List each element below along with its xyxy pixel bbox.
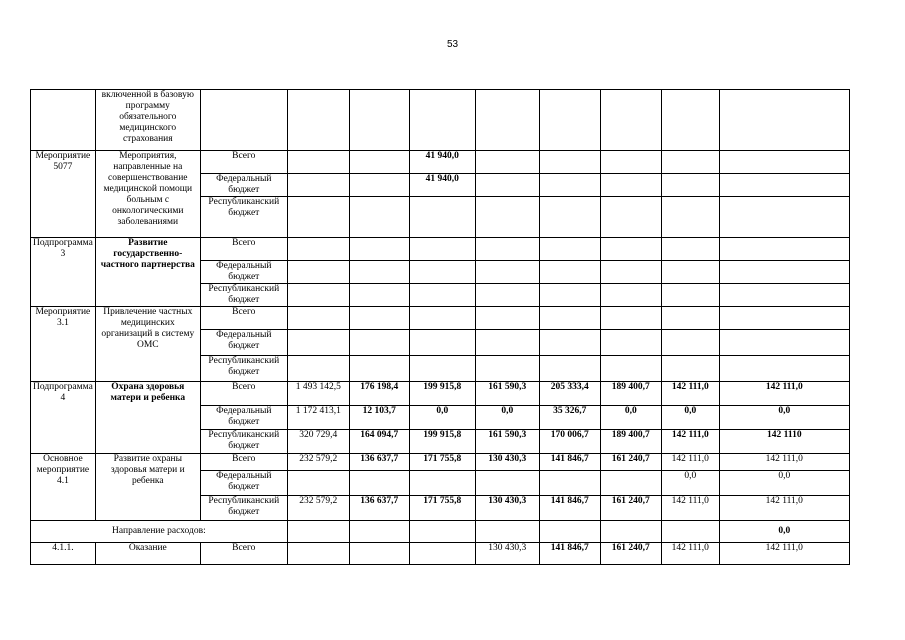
value-cell: 176 198,4 <box>349 382 409 406</box>
value-cell: 130 430,3 <box>475 454 539 471</box>
value-cell: 0,0 <box>409 406 475 430</box>
program-name-cell: Развитие государственно-частного партнерства <box>95 238 200 307</box>
table-row <box>31 543 850 565</box>
value-cell: 232 579,2 <box>287 454 349 471</box>
value-cell: 1 493 142,5 <box>287 382 349 406</box>
value-cell: 35 326,7 <box>539 406 600 430</box>
table-row <box>31 151 850 174</box>
source-cell: Всего <box>200 382 287 406</box>
source-cell: Республиканский бюджет <box>200 356 287 382</box>
value-cell: 136 637,7 <box>349 496 409 521</box>
expense-direction-label: Направление расходов: <box>31 521 288 543</box>
value-cell: 171 755,8 <box>409 454 475 471</box>
value-cell: 130 430,3 <box>475 496 539 521</box>
table-row <box>31 307 850 330</box>
value-cell: 205 333,4 <box>539 382 600 406</box>
value-cell: 0,0 <box>661 406 719 430</box>
value-cell: 161 240,7 <box>600 496 661 521</box>
source-cell: Республиканский бюджет <box>200 197 287 238</box>
value-cell: 320 729,4 <box>287 430 349 454</box>
value-cell: 170 006,7 <box>539 430 600 454</box>
table-row <box>31 454 850 471</box>
source-cell: Республиканский бюджет <box>200 496 287 521</box>
value-cell: 161 240,7 <box>600 543 661 565</box>
value-cell: 0,0 <box>661 471 719 496</box>
program-code-cell: Мероприятие 3.1 <box>31 307 96 382</box>
source-cell: Федеральный бюджет <box>200 471 287 496</box>
value-cell: 141 846,7 <box>539 454 600 471</box>
source-cell: Федеральный бюджет <box>200 330 287 356</box>
table-row <box>31 90 850 151</box>
program-code-cell: Основное мероприятие 4.1 <box>31 454 96 521</box>
source-cell: Республиканский бюджет <box>200 430 287 454</box>
value-cell: 141 846,7 <box>539 543 600 565</box>
program-name-cell: включенной в базовую программу обязательного медицинского страхования <box>95 90 200 151</box>
program-name-cell: Мероприятия, направленные на совершенствование медицинской помощи больным с онкологическими заболеваниями <box>95 151 200 238</box>
source-cell: Всего <box>200 151 287 174</box>
value-cell: 136 637,7 <box>349 454 409 471</box>
value-cell: 164 094,7 <box>349 430 409 454</box>
page-number: 53 <box>446 39 459 50</box>
value-cell: 189 400,7 <box>600 430 661 454</box>
program-name-cell: Охрана здоровья матери и ребенка <box>95 382 200 454</box>
source-cell: Всего <box>200 454 287 471</box>
value-cell: 141 846,7 <box>539 496 600 521</box>
table-row <box>31 238 850 261</box>
value-cell: 130 430,3 <box>475 543 539 565</box>
source-cell: Федеральный бюджет <box>200 406 287 430</box>
value-cell: 142 111,0 <box>661 543 719 565</box>
source-cell: Республиканский бюджет <box>200 284 287 307</box>
cell <box>31 90 96 151</box>
source-cell: Всего <box>200 238 287 261</box>
budget-table <box>30 89 850 565</box>
value-cell: 142 111,0 <box>661 496 719 521</box>
value-cell: 41 940,0 <box>409 174 475 197</box>
value-cell: 0,0 <box>719 471 849 496</box>
value-cell: 199 915,8 <box>409 430 475 454</box>
program-code-cell: Подпрограмма 4 <box>31 382 96 454</box>
value-cell: 161 590,3 <box>475 382 539 406</box>
value-cell: 0,0 <box>719 521 849 543</box>
source-cell: Всего <box>200 307 287 330</box>
value-cell: 142 111,0 <box>719 454 849 471</box>
value-cell: 171 755,8 <box>409 496 475 521</box>
value-cell: 142 111,0 <box>661 430 719 454</box>
source-cell: Федеральный бюджет <box>200 174 287 197</box>
value-cell: 232 579,2 <box>287 496 349 521</box>
program-name-cell: Привлечение частных медицинских организаций в систему ОМС <box>95 307 200 382</box>
cell <box>200 90 287 151</box>
source-cell: Федеральный бюджет <box>200 261 287 284</box>
value-cell: 161 240,7 <box>600 454 661 471</box>
value-cell: 1 172 413,1 <box>287 406 349 430</box>
value-cell: 12 103,7 <box>349 406 409 430</box>
value-cell: 161 590,3 <box>475 430 539 454</box>
table-row <box>31 382 850 406</box>
table-row <box>31 521 850 543</box>
source-cell: Всего <box>200 543 287 565</box>
program-code-cell: 4.1.1. <box>31 543 96 565</box>
program-code-cell: Мероприятие 5077 <box>31 151 96 238</box>
value-cell: 199 915,8 <box>409 382 475 406</box>
program-name-cell: Оказание <box>95 543 200 565</box>
value-cell: 189 400,7 <box>600 382 661 406</box>
value-cell: 142 111,0 <box>719 496 849 521</box>
program-name-cell: Развитие охраны здоровья матери и ребенка <box>95 454 200 521</box>
value-cell: 0,0 <box>719 406 849 430</box>
value-cell: 41 940,0 <box>409 151 475 174</box>
value-cell: 142 111,0 <box>719 382 849 406</box>
value-cell: 142 1110 <box>719 430 849 454</box>
value-cell: 0,0 <box>475 406 539 430</box>
value-cell: 142 111,0 <box>661 454 719 471</box>
value-cell: 142 111,0 <box>661 382 719 406</box>
value-cell: 142 111,0 <box>719 543 849 565</box>
program-code-cell: Подпрограмма 3 <box>31 238 96 307</box>
value-cell: 0,0 <box>600 406 661 430</box>
